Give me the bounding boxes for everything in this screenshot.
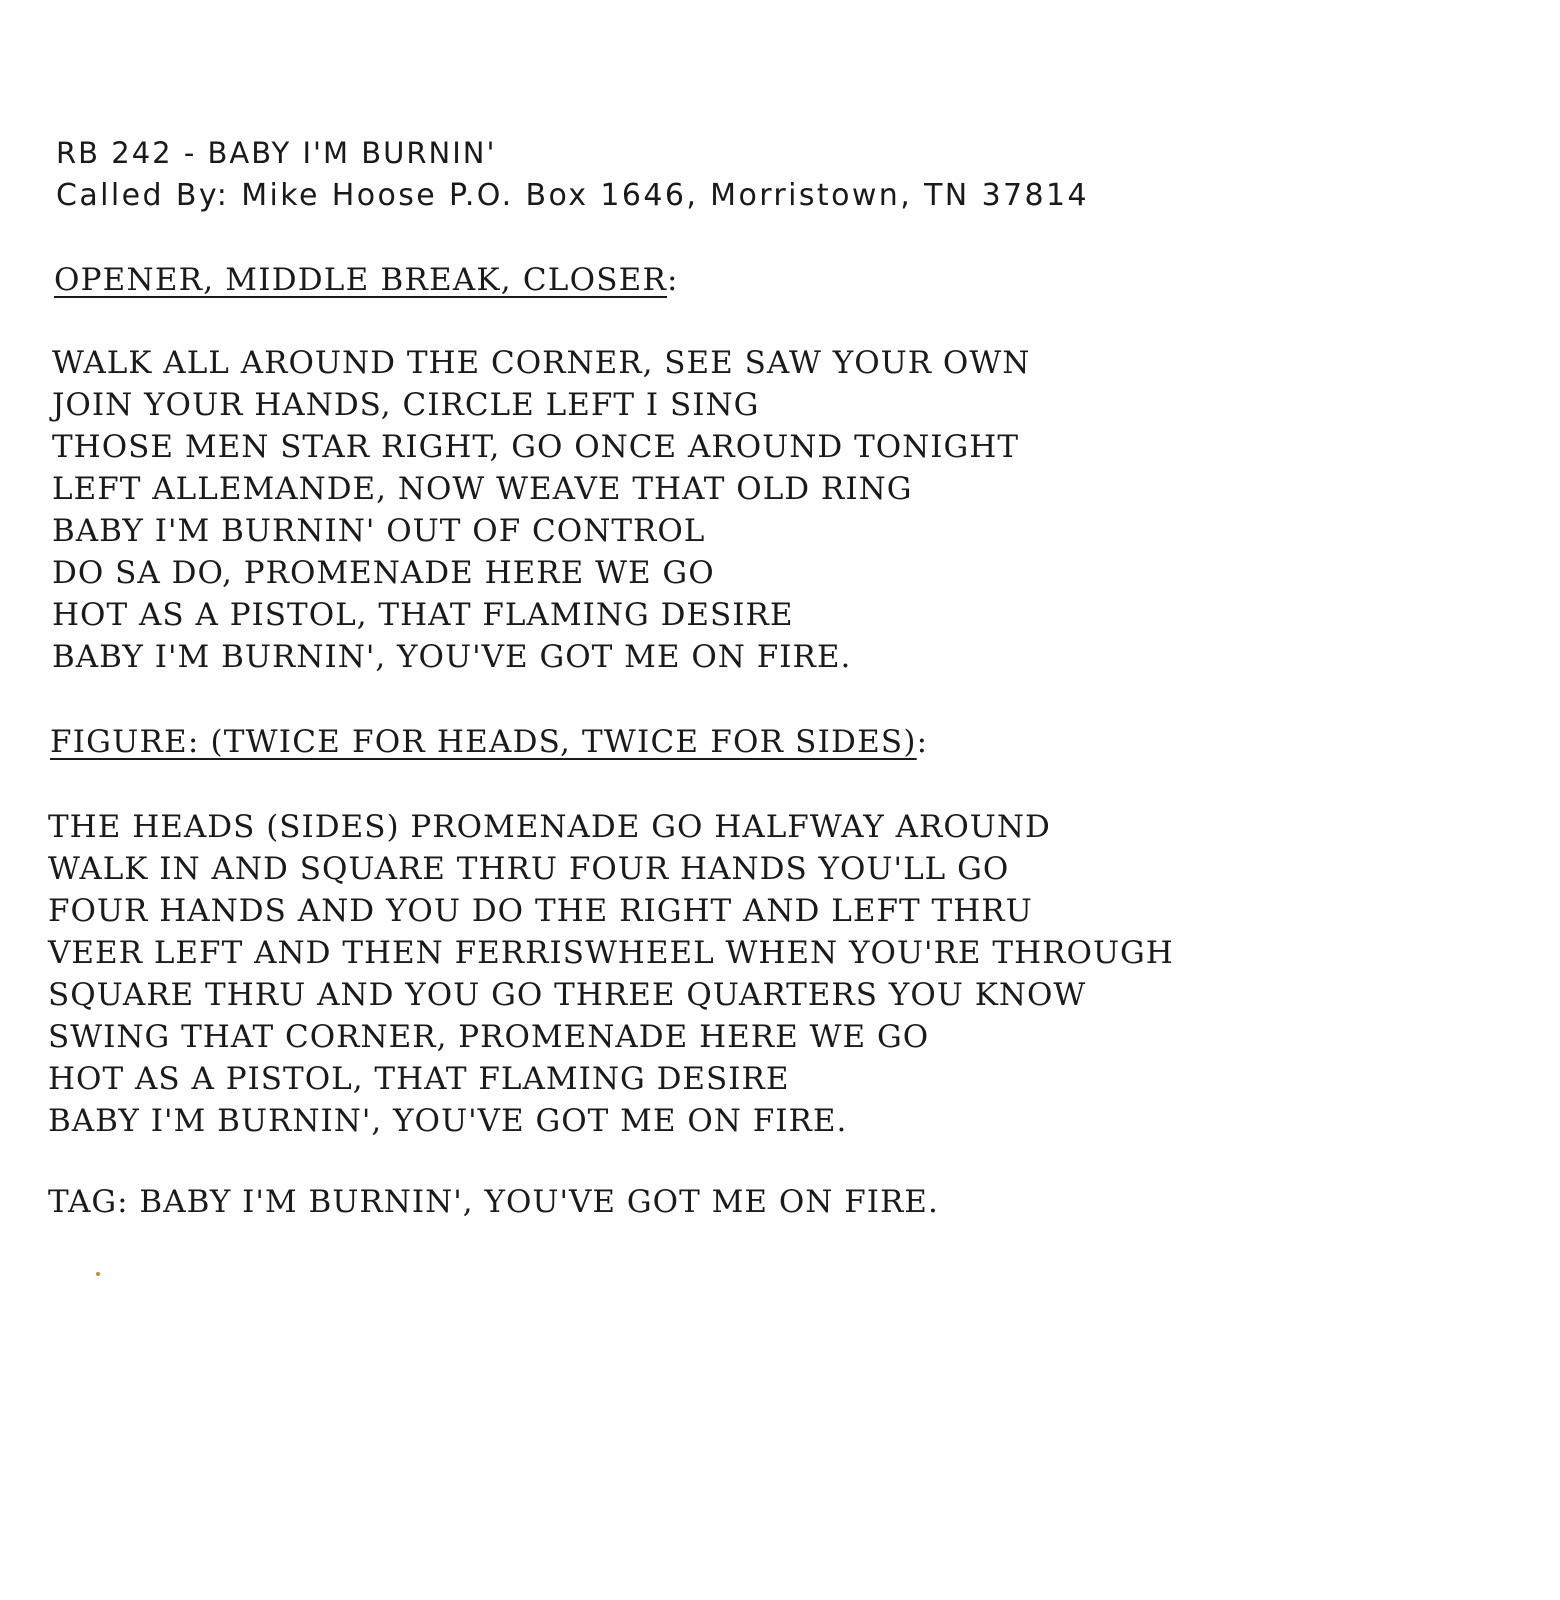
opener-heading-colon: : xyxy=(667,262,679,298)
opener-heading xyxy=(54,262,679,298)
caller-info: Called By: Mike Hoose P.O. Box 1646, Morristown, TN 37814 xyxy=(56,178,1090,213)
tag-line: TAG: BABY I'M BURNIN', YOU'VE GOT ME ON FIRE. xyxy=(48,1184,939,1220)
lyric-line: VEER LEFT AND THEN FERRISWHEEL WHEN YOU'RE THROUGH xyxy=(48,935,1174,971)
lyric-line: SWING THAT CORNER, PROMENADE HERE WE GO xyxy=(48,1019,930,1055)
lyric-line: JOIN YOUR HANDS, CIRCLE LEFT I SING xyxy=(52,387,760,423)
lyric-line: BABY I'M BURNIN', YOU'VE GOT ME ON FIRE. xyxy=(48,1103,848,1139)
record-title: RB 242 - BABY I'M BURNIN' xyxy=(56,136,497,170)
figure-heading-text: FIGURE: (TWICE FOR HEADS, TWICE FOR SIDES) xyxy=(50,724,917,760)
lyric-line: LEFT ALLEMANDE, NOW WEAVE THAT OLD RING xyxy=(52,471,913,507)
lyric-line: BABY I'M BURNIN' OUT OF CONTROL xyxy=(52,513,706,549)
figure-lyrics xyxy=(48,806,1174,1142)
lyric-line: DO SA DO, PROMENADE HERE WE GO xyxy=(52,555,715,591)
lyric-line: HOT AS A PISTOL, THAT FLAMING DESIRE xyxy=(48,1061,790,1097)
lyric-line: THOSE MEN STAR RIGHT, GO ONCE AROUND TONIGHT xyxy=(52,429,1020,465)
figure-heading xyxy=(50,724,928,760)
lyric-line: FOUR HANDS AND YOU DO THE RIGHT AND LEFT THRU xyxy=(48,893,1033,929)
lyric-line: THE HEADS (SIDES) PROMENADE GO HALFWAY AROUND xyxy=(48,809,1051,845)
lyric-line: WALK ALL AROUND THE CORNER, SEE SAW YOUR OWN xyxy=(52,345,1031,381)
lyric-line: HOT AS A PISTOL, THAT FLAMING DESIRE xyxy=(52,597,794,633)
paper-speck xyxy=(96,1272,100,1276)
opener-lyrics xyxy=(52,342,1030,678)
opener-heading-text: OPENER, MIDDLE BREAK, CLOSER xyxy=(54,262,668,298)
figure-heading-colon: : xyxy=(916,724,929,760)
lyric-line: BABY I'M BURNIN', YOU'VE GOT ME ON FIRE. xyxy=(52,639,852,675)
lyric-line: WALK IN AND SQUARE THRU FOUR HANDS YOU'LL GO xyxy=(48,851,1010,887)
lyric-line: SQUARE THRU AND YOU GO THREE QUARTERS YOU KNOW xyxy=(48,977,1087,1013)
